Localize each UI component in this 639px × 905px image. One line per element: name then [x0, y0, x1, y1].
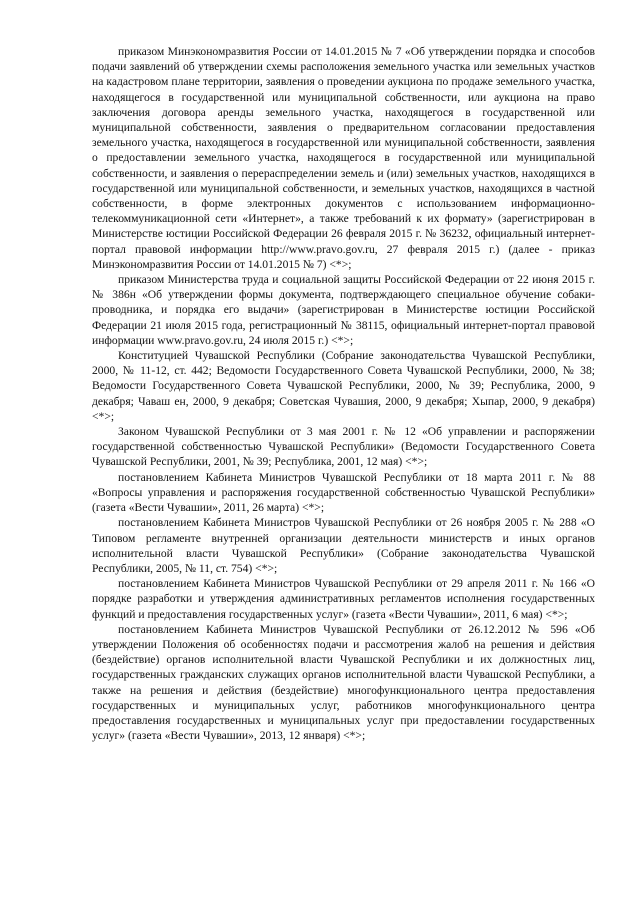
- paragraph-resolution-166: постановлением Кабинета Министров Чувашской Республики от 29 апреля 2011 г. № 166 «О порядке разработки и утверждения административных регламентов исполнения государственных функций и предоставления государственных услуг» (газета «Вести Чувашии», 2011, 6 мая) <*>;: [92, 577, 595, 621]
- paragraph-order-minekonomrazvitiya: приказом Минэкономразвития России от 14.01.2015 № 7 «Об утверждении порядка и способов подачи заявлений об утверждении схемы расположения земельного участка или земельных участков на кадастровом плане территории, заявления о проведении аукциона по продаже земельного участка, находящегося в государственной или муниципальной собственности, или аукциона на право заключения договора аренды земельного участка, находящегося в государственной или муниципальной собственности, заявления о предварительном согласовании предоставления земельного участка, находящегося в государственной или муниципальной собственности, заявления о предоставлении земельного участка, находящегося в государственной или муниципальной собственности, и заявления о перераспределении земель и (или) земельных участков, находящихся в государственной или муниципальной собственности, и земельных участков, находящихся в частной собственности, в форме электронных документов с использованием информационно-телекоммуникационной сети «Интернет», а также требований к их формату» (зарегистрирован в Министерстве юстиции Российской Федерации 26 февраля 2015 г. № 36232, официальный интернет-портал правовой информации http://www.pravo.gov.ru, 27 февраля 2015 г.) (далее - приказ Минэкономразвития России от 14.01.2015 № 7) <*>;: [92, 45, 595, 271]
- paragraph-resolution-88: постановлением Кабинета Министров Чувашской Республики от 18 марта 2011 г. № 88 «Вопросы управления и распоряжения государственной собственностью Чувашской Республики» (газета «Вести Чувашии», 2011, 26 марта) <*>;: [92, 470, 595, 515]
- paragraph-resolution-596: постановлением Кабинета Министров Чувашской Республики от 26.12.2012 № 596 «Об утверждении Положения об особенностях подачи и рассмотрения жалоб на решения и действия (бездействие) органов исполнительной власти Чувашской Республики и их должностных лиц, государственных гражданских служащих органов исполнительной власти Чувашской Республики, а также на решения и действия (бездействие) многофункционального центра предоставления государственных и муниципальных услуг, работников многофункционального центра предоставления государственных и муниципальных услуг при предоставлении государственных услуг» (газета «Вести Чувашии», 2013, 12 января) <*>;: [92, 622, 595, 743]
- paragraph-order-mintrud: приказом Министерства труда и социальной защиты Российской Федерации от 22 июня 2015 г. № 386н «Об утверждении формы документа, подтверждающего специальное обучение собаки-проводника, и порядка его выдачи» (зарегистрирован в Министерстве юстиции Российской Федерации 21 июля 2015 года, регистрационный № 38115, официальный интернет-портал правовой информации www.pravo.gov.ru, 24 июля 2015 г.) <*>;: [92, 273, 595, 347]
- paragraph-resolution-288: постановлением Кабинета Министров Чувашской Республики от 26 ноября 2005 г. № 288 «О Типовом регламенте внутренней организации деятельности министерств и иных органов исполнительной власти Чувашской Республики» (Собрание законодательства Чувашской Республики, 2005, № 11, ст. 754) <*>;: [92, 516, 595, 575]
- paragraph-constitution: Конституцией Чувашской Республики (Собрание законодательства Чувашской Республики, 2000, № 11-12, ст. 442; Ведомости Государственного Совета Чувашской Республики, 2000, № 38; Ведомости Государственного Совета Чувашской Республики, 2000, № 39; Республика, 2000, 9 декабря; Чаваш ен, 2000, 9 декабря; Советская Чувашия, 2000, 9 декабря; Хыпар, 2000, 9 декабря) <*>;: [92, 349, 595, 423]
- paragraph-law-state-property: Законом Чувашской Республики от 3 мая 2001 г. № 12 «Об управлении и распоряжении государственной собственностью Чувашской Республики» (Ведомости Государственного Совета Чувашской Республики, 2001, № 39; Республика, 2001, 12 мая) <*>;: [92, 425, 595, 469]
